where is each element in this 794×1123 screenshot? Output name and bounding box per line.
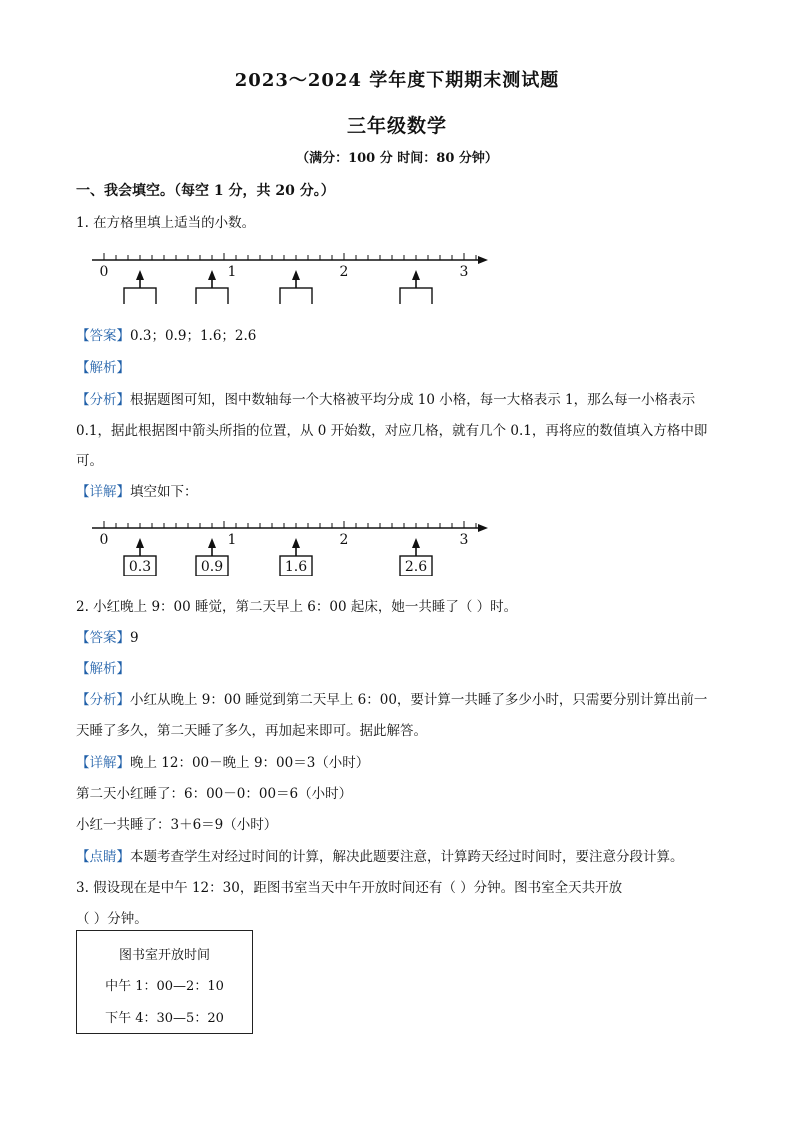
- q1-fenxi-line1: [76, 388, 695, 408]
- answer-tag: 【答案】: [76, 630, 130, 646]
- arrow-head-icon: [136, 538, 144, 548]
- q3-stem-line1: 3. 假设现在是中午 12：30，距图书室当天中午开放时间还有（ ）分钟。图书室全天共开放: [76, 880, 623, 896]
- axis-arrow-icon: [478, 256, 488, 264]
- answer-box: [400, 288, 432, 304]
- answer-value: 0.9: [200, 559, 224, 575]
- arrow-head-icon: [292, 538, 300, 548]
- dianjing-text: 本题考查学生对经过时间的计算，解决此题要注意，计算跨天经过时间时，要注意分段计算。: [130, 849, 684, 865]
- xiangjie-text: 填空如下：: [130, 484, 198, 500]
- q1-number-line-blank: [86, 248, 496, 304]
- page-title: 2023～2024 学年度下期期末测试题: [234, 70, 560, 91]
- axis-arrow-icon: [478, 524, 488, 532]
- exam-meta: （满分：100 分 时间：80 分钟）: [296, 151, 498, 166]
- q2-xiangjie: [76, 751, 369, 771]
- tick-label: 2: [339, 532, 349, 548]
- q2-dianjing: [76, 845, 684, 865]
- page-subtitle: 三年级数学: [346, 115, 447, 137]
- arrow-head-icon: [412, 538, 420, 548]
- fenxi-text: 小红从晚上 9：00 睡觉到第二天早上 6：00，要计算一共睡了多少小时，只需要分别计算出前一: [130, 692, 708, 708]
- tick-label: 3: [459, 532, 469, 548]
- q1-fenxi-line3: 可。: [76, 453, 103, 469]
- q1-xiangjie: [76, 480, 198, 500]
- section-heading: 一、我会填空。（每空 1 分，共 20 分。）: [76, 183, 335, 199]
- answer-tag: 【答案】: [76, 328, 130, 344]
- q2-line-day2: 第二天小红睡了：6：00－0：00＝6（小时）: [76, 786, 353, 802]
- tick-label: 2: [339, 264, 349, 280]
- xiangjie-text: 晚上 12：00－晚上 9：00＝3（小时）: [130, 755, 370, 771]
- tick-label: 1: [227, 264, 237, 280]
- tick-label: 0: [99, 532, 109, 548]
- answer-box: [124, 288, 156, 304]
- q2-analysis-tag: 【解析】: [76, 661, 130, 677]
- q2-fenxi-line1: [76, 688, 707, 708]
- answer-box: [280, 288, 312, 304]
- q1-stem: 1. 在方格里填上适当的小数。: [76, 215, 256, 231]
- q2-fenxi-line2: 天睡了多久，第二天睡了多久，再加起来即可。据此解答。: [76, 723, 427, 739]
- answer-value: 1.6: [284, 559, 308, 575]
- schedule-title: 图书室开放时间: [118, 948, 210, 963]
- fenxi-text: 根据题图可知，图中数轴每一个大格被平均分成 10 小格，每一大格表示 1，那么每一小格表示: [130, 392, 696, 408]
- arrow-head-icon: [208, 538, 216, 548]
- tick-label: 3: [459, 264, 469, 280]
- tick-label: 0: [99, 264, 109, 280]
- answer-box: [196, 288, 228, 304]
- q2-line-total: 小红一共睡了：3＋6＝9（小时）: [76, 817, 278, 833]
- library-schedule-box: [76, 930, 253, 1034]
- arrow-head-icon: [412, 270, 420, 280]
- q2-answer: [76, 626, 139, 646]
- dianjing-tag: 【点睛】: [76, 849, 130, 865]
- arrow-head-icon: [208, 270, 216, 280]
- q1-answer: [76, 324, 256, 344]
- answer-value: 0.3: [128, 559, 152, 575]
- xiangjie-tag: 【详解】: [76, 484, 130, 500]
- fenxi-tag: 【分析】: [76, 392, 130, 408]
- xiangjie-tag: 【详解】: [76, 755, 130, 771]
- q3-stem-line2: （ ）分钟。: [76, 911, 148, 927]
- fenxi-tag: 【分析】: [76, 692, 130, 708]
- answer-value: 2.6: [404, 559, 428, 575]
- q1-analysis-tag: 【解析】: [76, 360, 130, 376]
- q2-stem: 2. 小红晚上 9：00 睡觉，第二天早上 6：00 起床，她一共睡了（ ）时。: [76, 599, 518, 615]
- answer-text: 0.3；0.9；1.6；2.6: [130, 328, 257, 344]
- schedule-row-afternoon: 下午 4：30—5：20: [105, 1011, 224, 1026]
- arrow-head-icon: [292, 270, 300, 280]
- arrow-head-icon: [136, 270, 144, 280]
- tick-label: 1: [227, 532, 237, 548]
- q1-fenxi-line2: 0.1，据此根据图中箭头所指的位置，从 0 开始数，对应几格，就有几个 0.1，再将应的数值填入方格中即: [76, 423, 708, 439]
- q1-number-line-filled: [86, 516, 496, 576]
- schedule-row-noon: 中午 1：00—2：10: [105, 979, 224, 994]
- answer-text: 9: [130, 630, 139, 646]
